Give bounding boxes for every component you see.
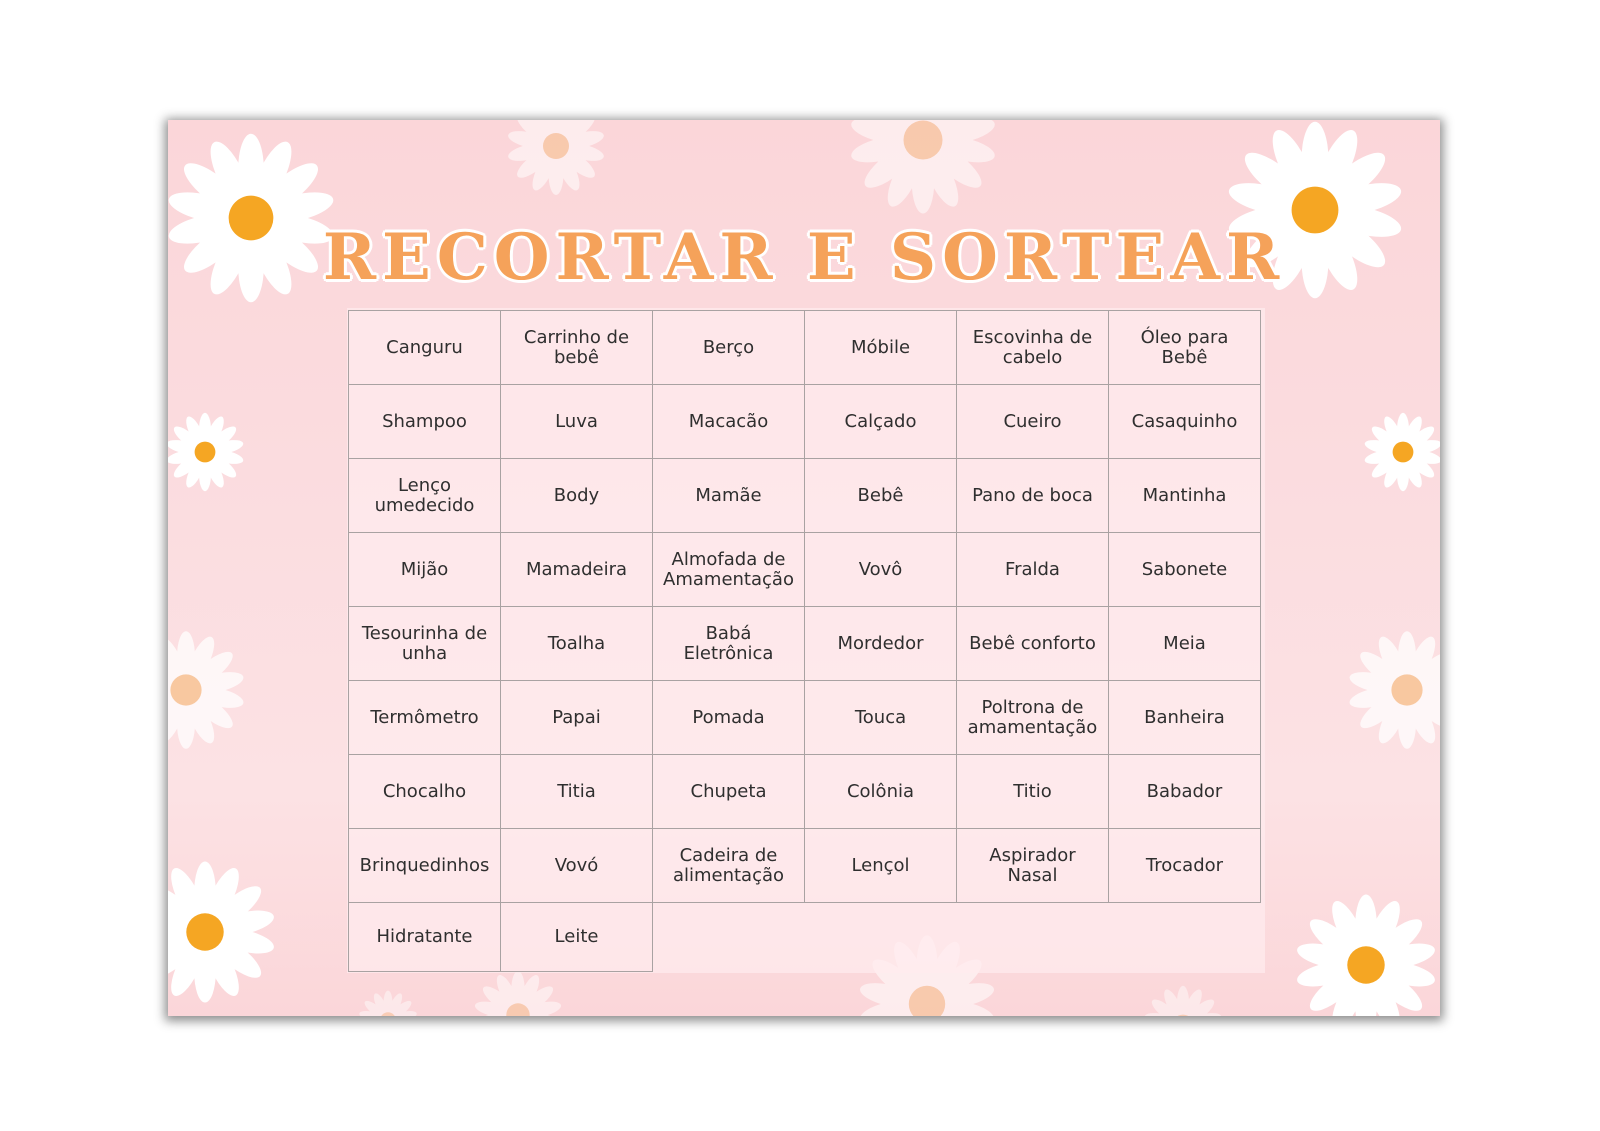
word-cell: Mijão: [348, 532, 501, 607]
word-cell: Macacão: [652, 384, 805, 459]
word-cell: Mamãe: [652, 458, 805, 533]
daisy-flower-icon: [1353, 402, 1440, 502]
word-cell: Canguru: [348, 310, 501, 385]
word-cell: Aspirador Nasal: [956, 828, 1109, 903]
word-cell: Titia: [500, 754, 653, 829]
word-cell: Cadeira de alimentação: [652, 828, 805, 903]
daisy-flower-icon: [168, 850, 287, 1014]
daisy-flower-icon: [348, 980, 428, 1016]
daisy-flower-icon: [838, 120, 1008, 225]
word-cell: Mantinha: [1108, 458, 1261, 533]
word-cell: Leite: [500, 902, 653, 972]
word-cell: Cueiro: [956, 384, 1109, 459]
word-cell: Lençol: [804, 828, 957, 903]
game-card: [168, 120, 1440, 1016]
word-cell: Vovô: [804, 532, 957, 607]
word-cell: Hidratante: [348, 902, 501, 972]
word-cell: Lenço umedecido: [348, 458, 501, 533]
word-cell: Chupeta: [652, 754, 805, 829]
word-cell: Vovó: [500, 828, 653, 903]
word-cell: Bebê: [804, 458, 957, 533]
word-cell: Luva: [500, 384, 653, 459]
word-cell: Titio: [956, 754, 1109, 829]
word-cell: Termômetro: [348, 680, 501, 755]
word-cell: Toalha: [500, 606, 653, 681]
daisy-flower-icon: [1284, 883, 1440, 1016]
word-cell: Body: [500, 458, 653, 533]
word-cell: Babador: [1108, 754, 1261, 829]
word-cell: Carrinho de bebê: [500, 310, 653, 385]
word-cell: Poltrona de amamentação: [956, 680, 1109, 755]
word-cell: Touca: [804, 680, 957, 755]
word-cell: Banheira: [1108, 680, 1261, 755]
word-cell: Chocalho: [348, 754, 501, 829]
word-table: [348, 310, 1260, 976]
word-cell: Sabonete: [1108, 532, 1261, 607]
word-cell: Óleo para Bebê: [1108, 310, 1261, 385]
word-cell: Almofada de Amamentação: [652, 532, 805, 607]
word-cell: Calçado: [804, 384, 957, 459]
word-cell: Meia: [1108, 606, 1261, 681]
word-cell: Bebê conforto: [956, 606, 1109, 681]
word-cell: Shampoo: [348, 384, 501, 459]
word-cell: Pano de boca: [956, 458, 1109, 533]
daisy-flower-icon: [1337, 620, 1440, 760]
word-cell: Trocador: [1108, 828, 1261, 903]
word-cell: Babá Eletrônica: [652, 606, 805, 681]
daisy-flower-icon: [168, 620, 256, 760]
word-cell: Escovinha de cabelo: [956, 310, 1109, 385]
word-cell: Mamadeira: [500, 532, 653, 607]
word-cell: Tesourinha de unha: [348, 606, 501, 681]
daisy-flower-icon: [168, 402, 255, 502]
word-cell: Móbile: [804, 310, 957, 385]
word-cell: Casaquinho: [1108, 384, 1261, 459]
word-cell: Pomada: [652, 680, 805, 755]
word-cell: Brinquedinhos: [348, 828, 501, 903]
daisy-flower-icon: [496, 120, 616, 206]
daisy-flower-icon: [1133, 975, 1233, 1016]
word-cell: Fralda: [956, 532, 1109, 607]
word-cell: Papai: [500, 680, 653, 755]
word-cell: Berço: [652, 310, 805, 385]
word-cell: Mordedor: [804, 606, 957, 681]
page-title: RECORTAR E SORTEAR: [322, 220, 1286, 295]
word-cell: Colônia: [804, 754, 957, 829]
